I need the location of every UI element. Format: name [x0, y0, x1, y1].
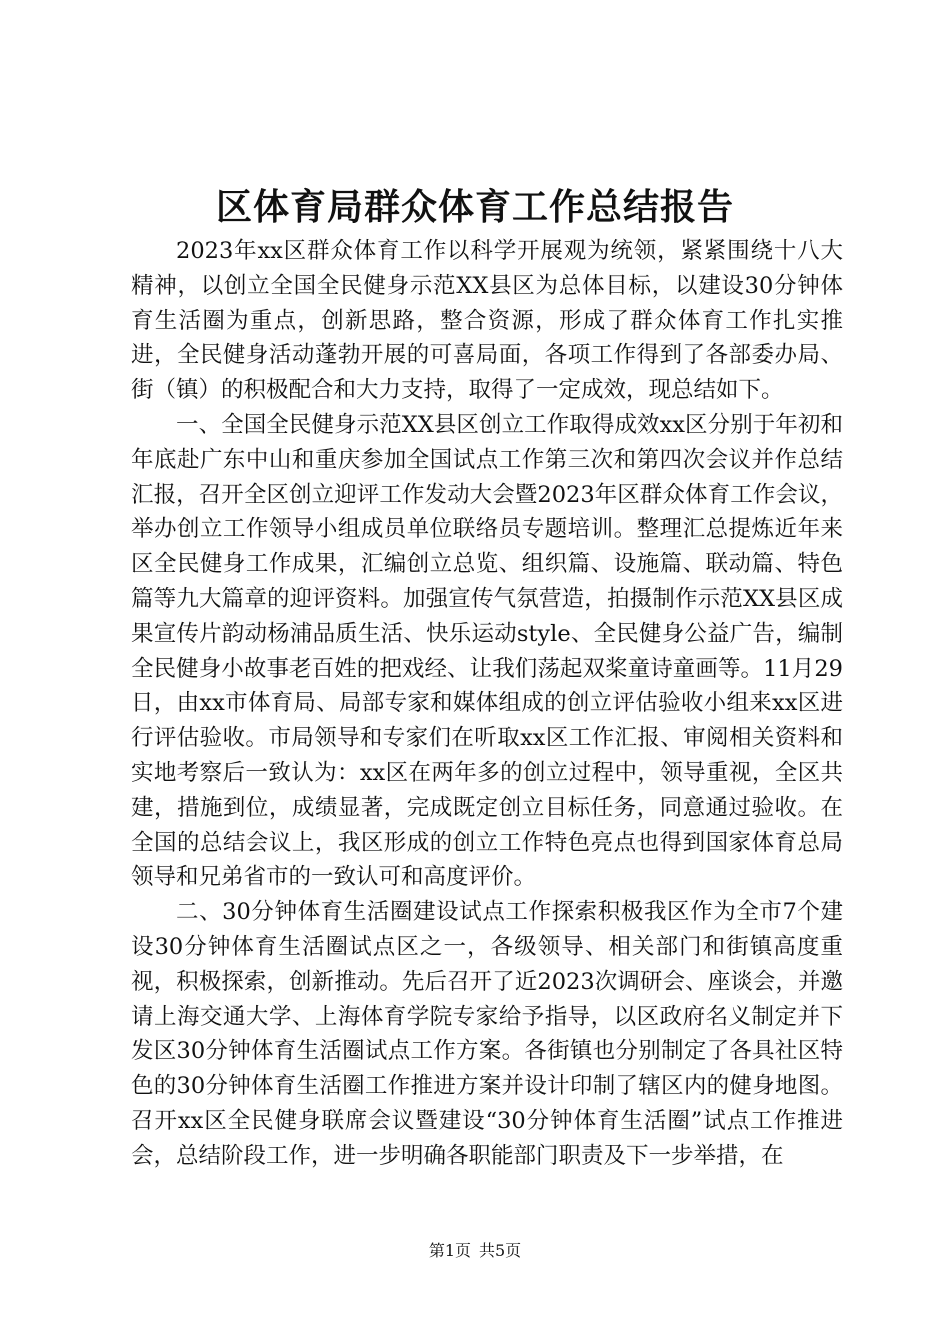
paragraph-intro: 2023年xx区群众体育工作以科学开展观为统领，紧紧围绕十八大精神，以创立全国全民健身示范XX县区为总体目标，以建设30分钟体育生活圈为重点，创新思路，整合资源，形成了群众体育工作扎实推进，全民健身活动蓬勃开展的可喜局面，各项工作得到了各部委办局、街（镇）的积极配合和大力支持，取得了一定成效，现总结如下。 [131, 238, 843, 404]
paragraph-section-1: 一、全国全民健身示范XX县区创立工作取得成效xx区分别于年初和年底赴广东中山和重庆参加全国试点工作第三次和第四次会议并作总结汇报，召开全区创立迎评工作发动大会暨2023年区群众体育工作会议，举办创立工作领导小组成员单位联络员专题培训。整理汇总提炼近年来区全民健身工作成果，汇编创立总览、组织篇、设施篇、联动篇、特色篇等九大篇章的迎评资料。加强宣传气氛营造，拍摄制作示范XX县区成果宣传片韵动杨浦品质生活、快乐运动style、全民健身公益广告，编制全民健身小故事老百姓的把戏经、让我们荡起双桨童诗童画等。11月29日，由xx市体育局、局部专家和媒体组成的创立评估验收小组来xx区进行评估验收。市局领导和专家们在听取xx区工作汇报、审阅相关资料和实地考察后一致认为：xx区在两年多的创立过程中，领导重视，全区共建，措施到位，成绩显著，完成既定创立目标任务，同意通过验收。在全国的总结会议上，我区形成的创立工作特色亮点也得到国家体育总局领导和兄弟省市的一致认可和高度评价。 [131, 411, 843, 891]
page-footer [0, 1240, 950, 1262]
page-number: 第1页 [428, 1241, 471, 1260]
document-body [131, 234, 843, 1174]
paragraph-section-2: 二、30分钟体育生活圈建设试点工作探索积极我区作为全市7个建设30分钟体育生活圈试点区之一，各级领导、相关部门和街镇高度重视，积极探索，创新推动。先后召开了近2023次调研会、座谈会，并邀请上海交通大学、上海体育学院专家给予指导，以区政府名义制定并下发区30分钟体育生活圈试点工作方案。各街镇也分别制定了各具社区特色的30分钟体育生活圈工作推进方案并设计印制了辖区内的健身地图。召开xx区全民健身联席会议暨建设“30分钟体育生活圈”试点工作推进会，总结阶段工作，进一步明确各职能部门职责及下一步举措，在 [131, 899, 843, 1169]
document-title: 区体育局群众体育工作总结报告 [215, 186, 734, 228]
page-total: 共5页 [479, 1241, 522, 1260]
